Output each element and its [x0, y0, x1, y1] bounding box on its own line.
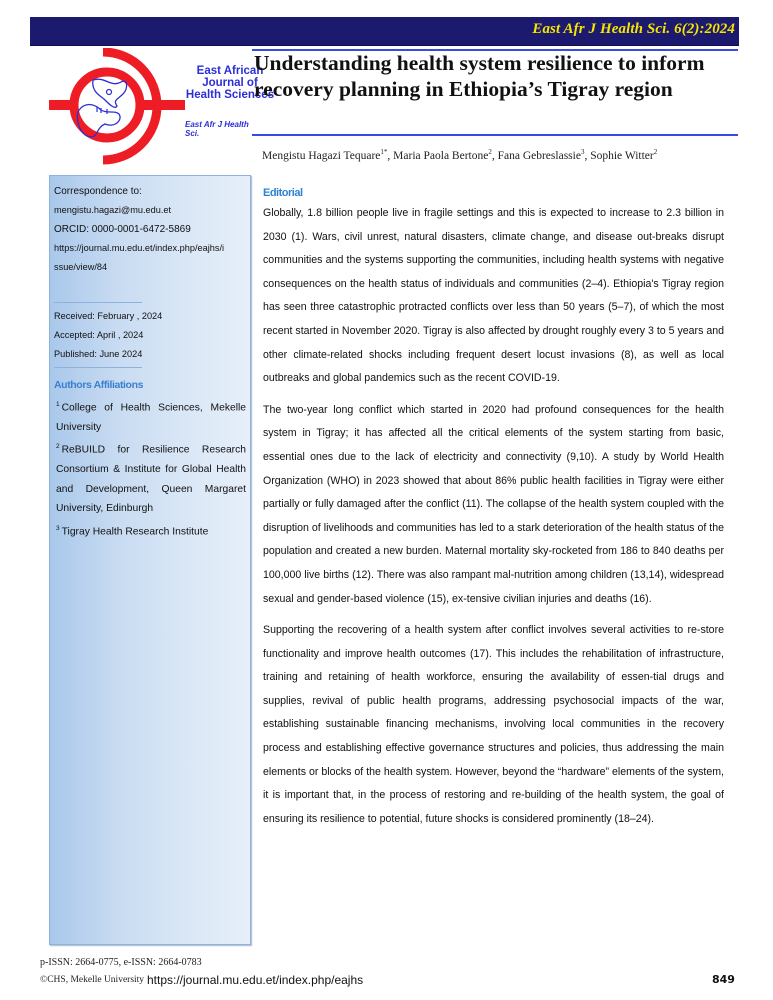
article-body — [263, 184, 724, 839]
journal-citation: East Afr J Health Sci. 6(2):2024 — [532, 21, 735, 37]
author-list — [262, 148, 657, 162]
author: Fana Gebreslassie$^3$, — [497, 148, 591, 162]
body-paragraph: Globally, 1.8 billion people live in fragile settings and this is expected to increase to 2.3 billion in 2030 (1). Wars, civil unrest, natural disasters, climate change, and disease out-breaks disrupt communities and the systems supporting the communities, including health systems with negative consequences on the health status of individuals and communities (2–4). Ethiopia's Tigray region has seen three catastrophic protracted conflicts over less than 50 years (5–7), of which the most recent started in November 2020. Tigray is also affected by drought roughly every 3 to 5 years and other climate-related shocks including frequent desert locust invasions (8), as well as local outbreaks and global pandemics such as the recent COVID-19. — [263, 207, 724, 385]
journal-name-line1: East African — [196, 65, 264, 77]
footer-copyright: ©CHS, Mekelle University — [40, 975, 145, 985]
divider — [54, 367, 142, 368]
correspondence-email[interactable]: mengistu.hagazi@mu.edu.et — [54, 205, 172, 215]
accepted-date: Accepted: April , 2024 — [54, 330, 144, 340]
title-rule-bottom — [252, 134, 738, 136]
issue-url-line2[interactable]: ssue/view/84 — [54, 262, 108, 272]
affiliation-item: $^1$ College of Health Sciences, Mekelle University — [56, 401, 246, 433]
affiliation-item: $^2$ ReBUILD for Resilience Research Consortium & Institute for Global Health and Development, Queen Margaret University, Edinburgh — [56, 443, 246, 515]
journal-header-bar — [30, 17, 739, 46]
section-heading: Editorial — [263, 187, 303, 199]
body-paragraph: The two-year long conflict which started in 2020 had profound consequences for the health system in Tigray; it has affected all the critical elements of the system starting from basic, essential ones due to the lack of electricity and connectivity (9,10). A study by World Health Organization (WHO) in 2023 showed that about 86% public health facilities in Tigray were either partially or fully damaged after the conflict (11). The collapse of the health system coupled with the disruption of livelihoods and communities has led to a stark deterioration of the health status of the population and created a new burden. Maternal mortality sky-rocketed from 186 to 840 deaths per 100,000 live births (12). There was also rampant mal-nutrition among children (13,14), widespread sexual and gender-based violence (15), ex-tensive civilian injuries and deaths (16). — [263, 403, 724, 605]
article-title-line2: recovery planning in Ethiopia’s Tigray region — [254, 77, 673, 101]
author: Sophie Witter$^2$ — [590, 148, 658, 162]
article-title — [254, 50, 744, 102]
affiliation-item: $^3$ Tigray Health Research Institute — [56, 524, 209, 538]
journal-abbreviation: East Afr J Health Sci. — [185, 120, 249, 138]
received-date: Received: February , 2024 — [54, 311, 163, 321]
affiliations-heading: Authors Affiliations — [54, 379, 144, 391]
footer-issn: p-ISSN: 2664-0775, e-ISSN: 2664-0783 — [40, 957, 202, 968]
journal-name-line2: Journal of — [202, 77, 258, 89]
orcid: ORCID: 0000-0001-6472-5869 — [54, 224, 191, 235]
footer-journal-url[interactable]: https://journal.mu.edu.et/index.php/eajhs — [147, 973, 364, 987]
correspondence-label: Correspondence to: — [54, 186, 142, 197]
issue-url-line1[interactable]: https://journal.mu.edu.et/index.php/eajhs/i — [54, 243, 225, 253]
page-number: 849 — [712, 973, 735, 986]
journal-emblem-icon — [35, 48, 185, 166]
journal-name-line3: Health Sciences — [185, 89, 275, 101]
body-paragraph: Supporting the recovering of a health system after conflict involves several activities to re-store functionality and improve health outcomes (17). This includes the rehabilitation of infrastructure, training and retaining of health workforce, ensuring the availability of essen-tial drugs and supplies, revival of public health programs, addressing psychosocial impacts of the war, establishing sustainable financing mechanisms, involving local communities in the recovery process and establishing effective governance structures and policies, thus addressing the main elements or blocks of the health system. However, beyond the “hardware” elements of the system, it is important that, in the process of restoring and re-building of the health system, the goal of ensuring its resilience to potential, future shocks is considered prominently (18–24). — [263, 624, 724, 825]
author: Mengistu Hagazi Tequare$^{1*}$, — [262, 148, 394, 162]
author: Maria Paola Bertone$^2$, — [393, 148, 498, 162]
published-date: Published: June 2024 — [54, 349, 143, 359]
journal-logo — [35, 48, 275, 166]
article-title-line1: Understanding health system resilience to inform — [254, 51, 705, 75]
divider — [54, 302, 142, 303]
article-info-sidebar — [49, 175, 251, 945]
